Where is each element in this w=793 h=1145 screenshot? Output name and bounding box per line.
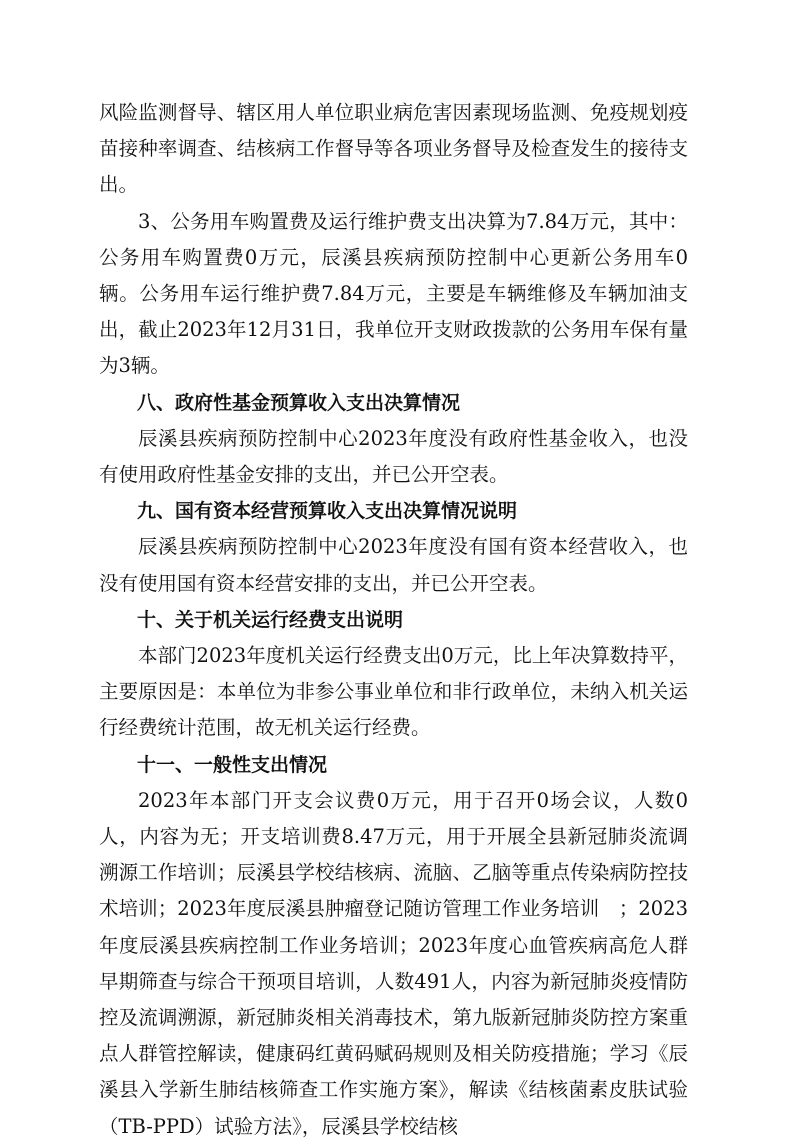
body-paragraph: 辰溪县疾病预防控制中心2023年度没有政府性基金收入，也没有使用政府性基金安排的支出，并已公开空表。 <box>99 426 688 487</box>
body-paragraph: 风险监测督导、辖区用人单位职业病危害因素现场监测、免疫规划疫苗接种率调查、结核病工作督导等各项业务督导及检查发生的接待支出。 <box>99 101 688 197</box>
section-heading: 十、关于机关运行经费支出说明 <box>137 608 404 631</box>
section-heading: 九、国有资本经营预算收入支出决算情况说明 <box>137 500 518 523</box>
section-heading: 十一、一般性支出情况 <box>137 753 328 776</box>
body-paragraph: 3、公务用车购置费及运行维护费支出决算为7.84万元，其中：公务用车购置费0万元，辰溪县疾病预防控制中心更新公务用车0辆。公务用车运行维护费7.84万元，主要是车辆维修及车辆加油支出，截止2023年12月31日，我单位开支财政拨款的公务用车保有量为3辆。 <box>99 209 688 378</box>
body-paragraph: 辰溪县疾病预防控制中心2023年度没有国有资本经营收入，也没有使用国有资本经营安排的支出，并已公开空表。 <box>99 535 688 595</box>
section-heading: 八、政府性基金预算收入支出决算情况 <box>137 391 461 414</box>
body-paragraph: 本部门2023年度机关运行经费支出0万元，比上年决算数持平，主要原因是：本单位为非参公事业单位和非行政单位，未纳入机关运行经费统计范围，故无机关运行经费。 <box>99 644 688 740</box>
body-paragraph: 2023年本部门开支会议费0万元，用于召开0场会议，人数0人，内容为无；开支培训费8.47万元，用于开展全县新冠肺炎流调溯源工作培训；辰溪县学校结核病、流脑、乙脑等重点传染病防控技术培训；2023年度辰溪县肿瘤登记随访管理工作业务培训 ；2023年度辰溪县疾病控制工作业务培训；2023年度心血管疾病高危人群早期筛查与综合干预项目培训，人数491人，内容为新冠肺炎疫情防控及流调溯源，新冠肺炎相关消毒技术，第九版新冠肺炎防控方案重点人群管控解读，健康码红黄码赋码规则及相关防疫措施；学习《辰溪县入学新生肺结核筛查工作实施方案》，解读《结核菌素皮肤试验（TB-PPD）试验方法》，辰溪县学校结核 <box>99 788 688 1138</box>
